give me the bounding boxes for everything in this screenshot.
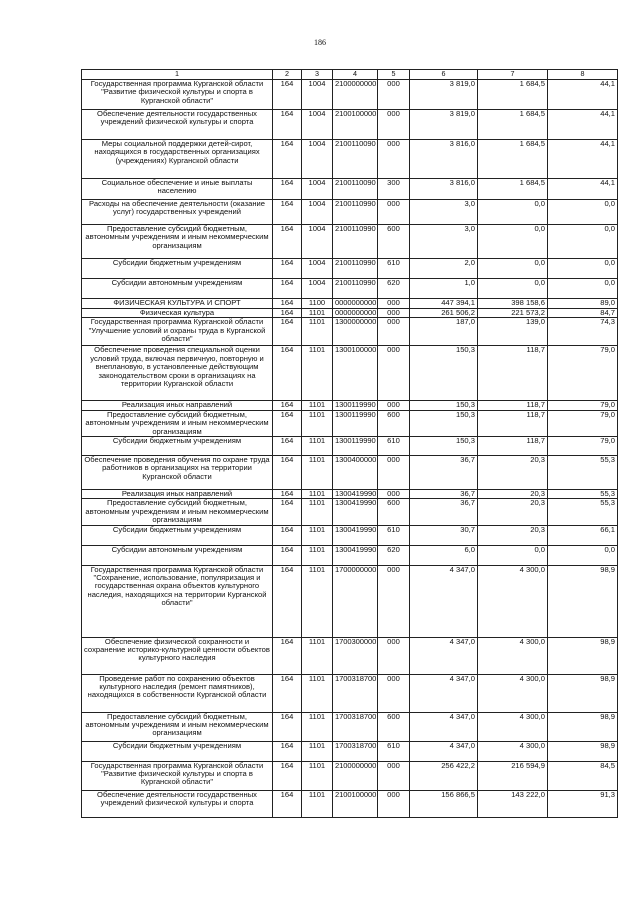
executed-amount-cell: 20,3 [478, 499, 548, 525]
section-code-cell: 1101 [302, 525, 333, 545]
ministry-code-cell: 164 [273, 259, 302, 279]
row-name-cell: Реализация иных направлений [82, 401, 273, 410]
execution-percent-cell: 98,9 [548, 741, 618, 761]
section-code-cell: 1101 [302, 565, 333, 637]
ministry-code-cell: 164 [273, 674, 302, 712]
row-name-cell: Меры социальной поддержки детей-сирот, находящихся в государственных организациях (учреждениях) Курганской области [82, 140, 273, 179]
ministry-code-cell: 164 [273, 179, 302, 200]
executed-amount-cell: 4 300,0 [478, 741, 548, 761]
execution-percent-cell: 98,9 [548, 637, 618, 674]
execution-percent-cell: 55,3 [548, 499, 618, 525]
column-header: 8 [548, 70, 618, 80]
row-name-cell: Обеспечение проведения специальной оценки условий труда, включая первичную, повторную и внеплановую, в установленные действующим законодательством сроки в организациях на территории Курганской области [82, 346, 273, 401]
expense-type-cell: 000 [378, 318, 410, 346]
execution-percent-cell: 66,1 [548, 525, 618, 545]
executed-amount-cell: 118,7 [478, 410, 548, 436]
section-code-cell: 1101 [302, 318, 333, 346]
executed-amount-cell: 20,3 [478, 525, 548, 545]
planned-amount-cell: 261 506,2 [410, 309, 478, 318]
executed-amount-cell: 118,7 [478, 401, 548, 410]
column-header: 6 [410, 70, 478, 80]
planned-amount-cell: 3 816,0 [410, 140, 478, 179]
row-name-cell: Физическая культура [82, 309, 273, 318]
section-code-cell: 1004 [302, 225, 333, 259]
ministry-code-cell: 164 [273, 499, 302, 525]
table-row [82, 140, 618, 179]
row-name-cell: Расходы на обеспечение деятельности (оказание услуг) государственных учреждений [82, 200, 273, 225]
executed-amount-cell: 1 684,5 [478, 110, 548, 140]
execution-percent-cell: 79,0 [548, 410, 618, 436]
table-row [82, 565, 618, 637]
executed-amount-cell: 118,7 [478, 437, 548, 456]
row-name-cell: Предоставление субсидий бюджетным, автономным учреждениям и иным некоммерческим организациям [82, 712, 273, 741]
planned-amount-cell: 1,0 [410, 279, 478, 299]
row-name-cell: ФИЗИЧЕСКАЯ КУЛЬТУРА И СПОРТ [82, 299, 273, 309]
planned-amount-cell: 36,7 [410, 456, 478, 490]
executed-amount-cell: 1 684,5 [478, 140, 548, 179]
target-article-cell: 1300419990 [333, 499, 378, 525]
executed-amount-cell: 1 684,5 [478, 179, 548, 200]
table-row [82, 637, 618, 674]
row-name-cell: Государственная программа Курганской области "Развитие физической культуры и спорта в Курганской области" [82, 761, 273, 790]
planned-amount-cell: 2,0 [410, 259, 478, 279]
executed-amount-cell: 398 158,6 [478, 299, 548, 309]
executed-amount-cell: 4 300,0 [478, 712, 548, 741]
execution-percent-cell: 79,0 [548, 437, 618, 456]
ministry-code-cell: 164 [273, 490, 302, 499]
target-article-cell: 2100000000 [333, 80, 378, 110]
execution-percent-cell: 55,3 [548, 456, 618, 490]
table-row [82, 456, 618, 490]
row-name-cell: Предоставление субсидий бюджетным, автономным учреждениям и иным некоммерческим организациям [82, 225, 273, 259]
planned-amount-cell: 256 422,2 [410, 761, 478, 790]
executed-amount-cell: 4 300,0 [478, 637, 548, 674]
section-code-cell: 1004 [302, 110, 333, 140]
ministry-code-cell: 164 [273, 140, 302, 179]
target-article-cell: 2100100000 [333, 790, 378, 817]
target-article-cell: 2100110990 [333, 279, 378, 299]
row-name-cell: Государственная программа Курганской области "Сохранение, использование, популяризация и государственная охрана объектов культурного наследия, находящихся на территории Курганской области" [82, 565, 273, 637]
executed-amount-cell: 118,7 [478, 346, 548, 401]
target-article-cell: 1300000000 [333, 318, 378, 346]
planned-amount-cell: 3 816,0 [410, 179, 478, 200]
target-article-cell: 2100000000 [333, 761, 378, 790]
section-code-cell: 1101 [302, 545, 333, 565]
ministry-code-cell: 164 [273, 299, 302, 309]
target-article-cell: 1300119990 [333, 410, 378, 436]
expense-type-cell: 000 [378, 401, 410, 410]
execution-percent-cell: 55,3 [548, 490, 618, 499]
expense-type-cell: 600 [378, 410, 410, 436]
table-row [82, 179, 618, 200]
planned-amount-cell: 3,0 [410, 225, 478, 259]
section-code-cell: 1101 [302, 456, 333, 490]
ministry-code-cell: 164 [273, 225, 302, 259]
executed-amount-cell: 139,0 [478, 318, 548, 346]
execution-percent-cell: 91,3 [548, 790, 618, 817]
column-header: 1 [82, 70, 273, 80]
target-article-cell: 1700318700 [333, 712, 378, 741]
execution-percent-cell: 98,9 [548, 712, 618, 741]
expense-type-cell: 300 [378, 179, 410, 200]
column-header: 3 [302, 70, 333, 80]
planned-amount-cell: 4 347,0 [410, 565, 478, 637]
execution-percent-cell: 0,0 [548, 225, 618, 259]
target-article-cell: 1700318700 [333, 741, 378, 761]
table-row [82, 309, 618, 318]
planned-amount-cell: 447 394,1 [410, 299, 478, 309]
section-code-cell: 1004 [302, 80, 333, 110]
row-name-cell: Субсидии бюджетным учреждениям [82, 437, 273, 456]
column-header: 7 [478, 70, 548, 80]
target-article-cell: 2100110990 [333, 200, 378, 225]
section-code-cell: 1004 [302, 200, 333, 225]
executed-amount-cell: 4 300,0 [478, 674, 548, 712]
ministry-code-cell: 164 [273, 110, 302, 140]
expense-type-cell: 000 [378, 110, 410, 140]
section-code-cell: 1100 [302, 299, 333, 309]
executed-amount-cell: 20,3 [478, 456, 548, 490]
expense-type-cell: 000 [378, 790, 410, 817]
section-code-cell: 1101 [302, 346, 333, 401]
executed-amount-cell: 1 684,5 [478, 80, 548, 110]
ministry-code-cell: 164 [273, 279, 302, 299]
table-row [82, 410, 618, 436]
table-row [82, 279, 618, 299]
execution-percent-cell: 44,1 [548, 110, 618, 140]
executed-amount-cell: 143 222,0 [478, 790, 548, 817]
target-article-cell: 2100100000 [333, 110, 378, 140]
table-row [82, 674, 618, 712]
table-row [82, 200, 618, 225]
section-code-cell: 1101 [302, 637, 333, 674]
execution-percent-cell: 0,0 [548, 279, 618, 299]
section-code-cell: 1101 [302, 437, 333, 456]
ministry-code-cell: 164 [273, 741, 302, 761]
expense-type-cell: 000 [378, 490, 410, 499]
executed-amount-cell: 4 300,0 [478, 565, 548, 637]
execution-percent-cell: 84,7 [548, 309, 618, 318]
executed-amount-cell: 0,0 [478, 279, 548, 299]
column-header: 4 [333, 70, 378, 80]
column-header: 2 [273, 70, 302, 80]
planned-amount-cell: 4 347,0 [410, 712, 478, 741]
target-article-cell: 2100110090 [333, 140, 378, 179]
execution-percent-cell: 79,0 [548, 401, 618, 410]
table-row [82, 346, 618, 401]
budget-table [81, 69, 618, 818]
column-header: 5 [378, 70, 410, 80]
planned-amount-cell: 30,7 [410, 525, 478, 545]
planned-amount-cell: 3 819,0 [410, 80, 478, 110]
expense-type-cell: 000 [378, 140, 410, 179]
executed-amount-cell: 0,0 [478, 259, 548, 279]
expense-type-cell: 600 [378, 712, 410, 741]
target-article-cell: 1300419990 [333, 545, 378, 565]
planned-amount-cell: 156 866,5 [410, 790, 478, 817]
target-article-cell: 1300100000 [333, 346, 378, 401]
planned-amount-cell: 3,0 [410, 200, 478, 225]
row-name-cell: Обеспечение проведения обучения по охране труда работников в организациях на территории Курганской области [82, 456, 273, 490]
row-name-cell: Обеспечение деятельности государственных учреждений физической культуры и спорта [82, 790, 273, 817]
table-header-row [82, 70, 618, 80]
expense-type-cell: 000 [378, 761, 410, 790]
executed-amount-cell: 0,0 [478, 545, 548, 565]
expense-type-cell: 000 [378, 456, 410, 490]
section-code-cell: 1101 [302, 790, 333, 817]
expense-type-cell: 610 [378, 437, 410, 456]
ministry-code-cell: 164 [273, 80, 302, 110]
section-code-cell: 1004 [302, 259, 333, 279]
ministry-code-cell: 164 [273, 456, 302, 490]
expense-type-cell: 610 [378, 525, 410, 545]
section-code-cell: 1101 [302, 741, 333, 761]
execution-percent-cell: 0,0 [548, 545, 618, 565]
target-article-cell: 0000000000 [333, 309, 378, 318]
planned-amount-cell: 150,3 [410, 346, 478, 401]
ministry-code-cell: 164 [273, 437, 302, 456]
ministry-code-cell: 164 [273, 401, 302, 410]
row-name-cell: Субсидии автономным учреждениям [82, 279, 273, 299]
planned-amount-cell: 187,0 [410, 318, 478, 346]
target-article-cell: 1300419990 [333, 490, 378, 499]
section-code-cell: 1101 [302, 490, 333, 499]
table-row [82, 318, 618, 346]
row-name-cell: Социальное обеспечение и иные выплаты населению [82, 179, 273, 200]
ministry-code-cell: 164 [273, 761, 302, 790]
table-row [82, 712, 618, 741]
ministry-code-cell: 164 [273, 410, 302, 436]
target-article-cell: 1300419990 [333, 525, 378, 545]
target-article-cell: 1300119990 [333, 437, 378, 456]
table-row [82, 545, 618, 565]
ministry-code-cell: 164 [273, 318, 302, 346]
planned-amount-cell: 36,7 [410, 499, 478, 525]
executed-amount-cell: 20,3 [478, 490, 548, 499]
planned-amount-cell: 4 347,0 [410, 741, 478, 761]
ministry-code-cell: 164 [273, 637, 302, 674]
target-article-cell: 1300400000 [333, 456, 378, 490]
expense-type-cell: 000 [378, 674, 410, 712]
expense-type-cell: 610 [378, 741, 410, 761]
section-code-cell: 1101 [302, 712, 333, 741]
table-row [82, 499, 618, 525]
expense-type-cell: 600 [378, 225, 410, 259]
target-article-cell: 1300119990 [333, 401, 378, 410]
execution-percent-cell: 0,0 [548, 259, 618, 279]
expense-type-cell: 000 [378, 637, 410, 674]
planned-amount-cell: 4 347,0 [410, 674, 478, 712]
section-code-cell: 1004 [302, 179, 333, 200]
table-row [82, 525, 618, 545]
planned-amount-cell: 150,3 [410, 437, 478, 456]
ministry-code-cell: 164 [273, 712, 302, 741]
table-row [82, 437, 618, 456]
table-row [82, 259, 618, 279]
row-name-cell: Субсидии бюджетным учреждениям [82, 525, 273, 545]
expense-type-cell: 000 [378, 309, 410, 318]
table-row [82, 761, 618, 790]
ministry-code-cell: 164 [273, 790, 302, 817]
row-name-cell: Предоставление субсидий бюджетным, автономным учреждениям и иным некоммерческим организациям [82, 410, 273, 436]
ministry-code-cell: 164 [273, 309, 302, 318]
ministry-code-cell: 164 [273, 545, 302, 565]
expense-type-cell: 610 [378, 259, 410, 279]
target-article-cell: 1700300000 [333, 637, 378, 674]
row-name-cell: Проведение работ по сохранению объектов культурного наследия (ремонт памятников), находящихся в собственности Курганской области [82, 674, 273, 712]
expense-type-cell: 000 [378, 346, 410, 401]
planned-amount-cell: 36,7 [410, 490, 478, 499]
table-row [82, 790, 618, 817]
executed-amount-cell: 221 573,2 [478, 309, 548, 318]
execution-percent-cell: 74,3 [548, 318, 618, 346]
row-name-cell: Государственная программа Курганской области "Развитие физической культуры и спорта в Курганской области" [82, 80, 273, 110]
table-row [82, 80, 618, 110]
target-article-cell: 2100110990 [333, 225, 378, 259]
expense-type-cell: 600 [378, 499, 410, 525]
table-row [82, 110, 618, 140]
expense-type-cell: 000 [378, 80, 410, 110]
executed-amount-cell: 0,0 [478, 225, 548, 259]
section-code-cell: 1004 [302, 140, 333, 179]
execution-percent-cell: 98,9 [548, 674, 618, 712]
execution-percent-cell: 44,1 [548, 80, 618, 110]
planned-amount-cell: 150,3 [410, 401, 478, 410]
planned-amount-cell: 4 347,0 [410, 637, 478, 674]
planned-amount-cell: 3 819,0 [410, 110, 478, 140]
ministry-code-cell: 164 [273, 200, 302, 225]
execution-percent-cell: 98,9 [548, 565, 618, 637]
target-article-cell: 1700000000 [333, 565, 378, 637]
row-name-cell: Предоставление субсидий бюджетным, автономным учреждениям и иным некоммерческим организациям [82, 499, 273, 525]
row-name-cell: Обеспечение деятельности государственных учреждений физической культуры и спорта [82, 110, 273, 140]
row-name-cell: Субсидии бюджетным учреждениям [82, 741, 273, 761]
execution-percent-cell: 44,1 [548, 140, 618, 179]
target-article-cell: 2100110990 [333, 259, 378, 279]
table-row [82, 490, 618, 499]
expense-type-cell: 620 [378, 545, 410, 565]
row-name-cell: Субсидии бюджетным учреждениям [82, 259, 273, 279]
expense-type-cell: 620 [378, 279, 410, 299]
section-code-cell: 1101 [302, 499, 333, 525]
execution-percent-cell: 84,5 [548, 761, 618, 790]
executed-amount-cell: 216 594,9 [478, 761, 548, 790]
ministry-code-cell: 164 [273, 346, 302, 401]
row-name-cell: Обеспечение физической сохранности и сохранение историко-культурной ценности объектов культурного наследия [82, 637, 273, 674]
execution-percent-cell: 89,0 [548, 299, 618, 309]
executed-amount-cell: 0,0 [478, 200, 548, 225]
table-row [82, 741, 618, 761]
execution-percent-cell: 79,0 [548, 346, 618, 401]
target-article-cell: 0000000000 [333, 299, 378, 309]
table-row [82, 225, 618, 259]
section-code-cell: 1101 [302, 674, 333, 712]
row-name-cell: Государственная программа Курганской области "Улучшение условий и охраны труда в Курганской области" [82, 318, 273, 346]
row-name-cell: Реализация иных направлений [82, 490, 273, 499]
target-article-cell: 2100110090 [333, 179, 378, 200]
section-code-cell: 1101 [302, 309, 333, 318]
expense-type-cell: 000 [378, 299, 410, 309]
expense-type-cell: 000 [378, 200, 410, 225]
section-code-cell: 1101 [302, 410, 333, 436]
expense-type-cell: 000 [378, 565, 410, 637]
target-article-cell: 1700318700 [333, 674, 378, 712]
page-number: 186 [314, 38, 326, 47]
execution-percent-cell: 0,0 [548, 200, 618, 225]
ministry-code-cell: 164 [273, 525, 302, 545]
ministry-code-cell: 164 [273, 565, 302, 637]
section-code-cell: 1101 [302, 401, 333, 410]
section-code-cell: 1101 [302, 761, 333, 790]
planned-amount-cell: 6,0 [410, 545, 478, 565]
row-name-cell: Субсидии автономным учреждениям [82, 545, 273, 565]
section-code-cell: 1004 [302, 279, 333, 299]
table-row [82, 299, 618, 309]
execution-percent-cell: 44,1 [548, 179, 618, 200]
table-row [82, 401, 618, 410]
planned-amount-cell: 150,3 [410, 410, 478, 436]
